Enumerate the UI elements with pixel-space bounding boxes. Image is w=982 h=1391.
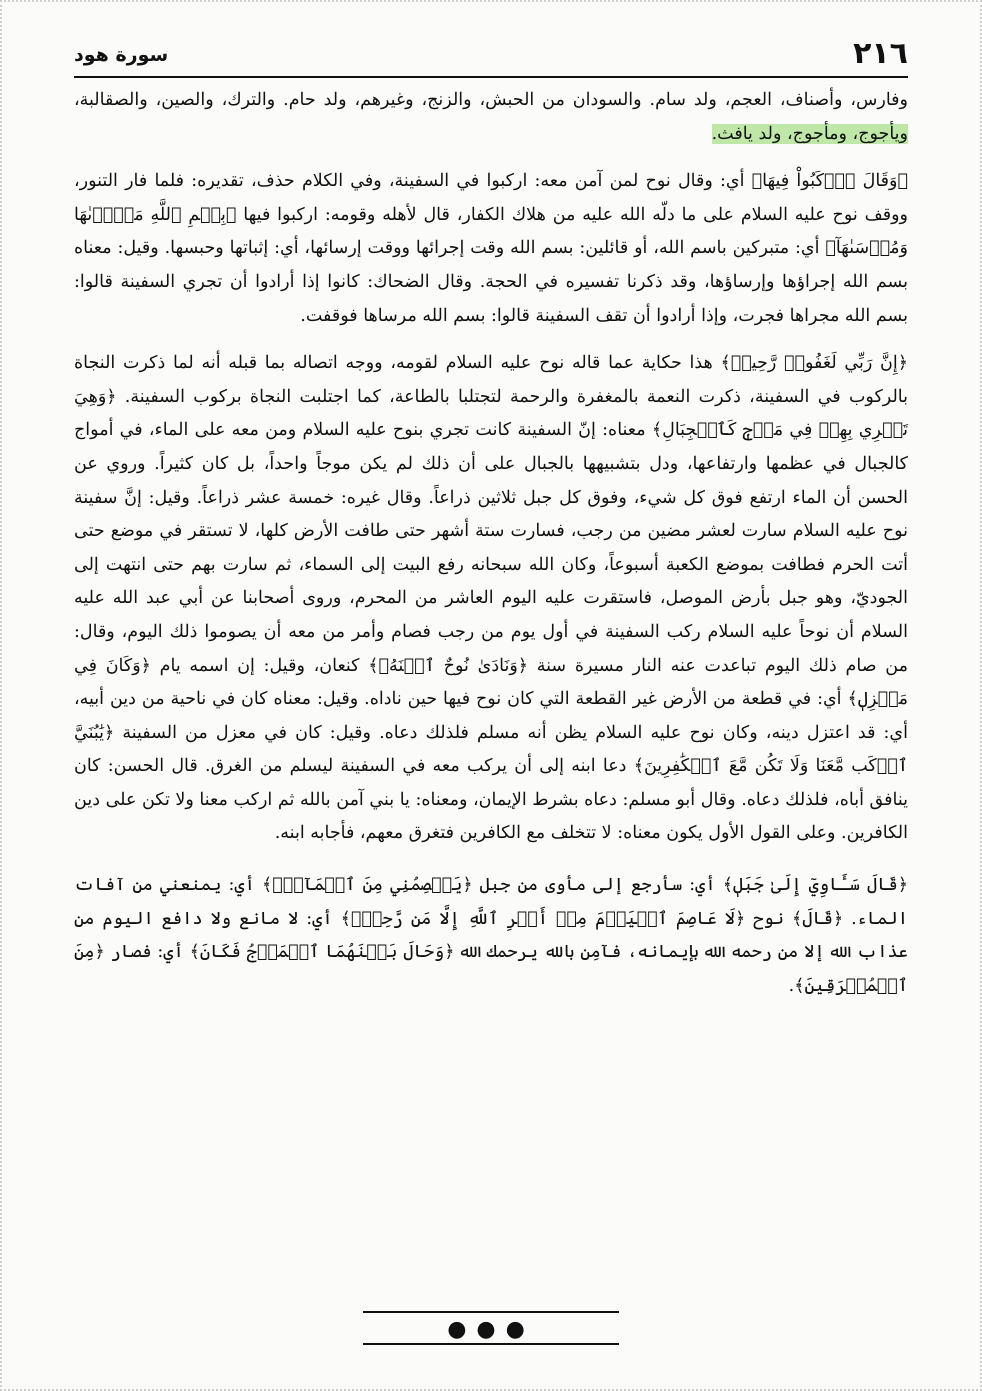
page-number: ٢١٦ xyxy=(853,36,908,71)
page-body xyxy=(74,84,908,1017)
paragraph-3: ﴿إِنَّ رَبِّي لَغَفُورٞ رَّحِيمٞ﴾ هذا حكاية عما قاله نوح عليه السلام لقومه، ووجه اتصاله بما قبله أنه لما ذكرت النجاة بالركوب في السفينة، ذكرت النعمة بالمغفرة والرحمة لتجتلبا بالطاعة، كما اجتلبت النجاة بركوب السفينة. ﴿وَهِيَ تَجۡرِي بِهِمۡ فِي مَوۡجٖ كَٱلۡجِبَالِ﴾ معناه: إنّ السفينة كانت تجري بنوح عليه السلام ومن معه على الماء، في أمواج كالجبال في عظمها وارتفاعها، ودل بتشبيهها بالجبال على أن ذلك لم يكن موجاً واحداً، بل كان كثيراً. وروي عن الحسن أن الماء ارتفع فوق كل شيء، وفوق كل جبل ثلاثين ذراعاً. وقال غيره: خمسة عشر ذراعاً. وقيل: إنَّ سفينة نوح عليه السلام سارت لعشر مضين من رجب، فسارت ستة أشهر حتى طافت الأرض كلها، لا تستقر في موضع حتى أتت الحرم فطافت بموضع الكعبة أسبوعاً، وكان الله سبحانه رفع البيت إلى السماء، ثم سارت بهم حتى انتهت إلى الجوديّ، وهو جبل بأرض الموصل، فاستقرت عليه اليوم العاشر من المحرم، وروى أصحابنا عن أبي عبد الله عليه السلام أن نوحاً عليه السلام ركب السفينة في أول يوم من رجب فصام وأمر من معه أن يصوموا ذلك اليوم، وقال: من صام ذلك اليوم تباعدت عنه النار مسيرة سنة ﴿وَنَادَىٰ نُوحٌ ٱبۡنَهُۥ﴾ كنعان، وقيل: إن اسمه يام ﴿وَكَانَ فِي مَعۡزِلٖ﴾ أي: في قطعة من الأرض غير القطعة التي كان نوح فيها حين ناداه. وقيل: معناه كان في ناحية من دين أبيه، أي: قد اعتزل دينه، وكان نوح عليه السلام يظن أنه مسلم فلذلك دعاه. وقيل: كان في معزل من السفينة ﴿يَٰبُنَيَّ ٱرۡكَب مَّعَنَا وَلَا تَكُن مَّعَ ٱلۡكَٰفِرِينَ﴾ دعا ابنه إلى أن يركب معه في السفينة ليسلم من الغرق. قال الحسن: كان ينافق أباه، فلذلك دعاه. وقال أبو مسلم: دعاه بشرط الإيمان، ومعناه: يا بني آمن بالله ثم اركب معنا ولا تكن على دين الكافرين. وعلى القول الأول يكون معناه: لا تتخلف مع الكافرين فتغرق معهم، فأجابه ابنه. xyxy=(74,353,909,844)
paragraph-2: ﴿وَقَالَ ٱرۡكَبُواْ فِيهَا﴾ أي: وقال نوح لمن آمن معه: اركبوا في السفينة، وفي الكلام حذف، تقديره: فلما فار التنور، ووقف نوح عليه السلام على ما دلّه الله عليه من هلاك الكفار، قال لأهله وقومه: اركبوا فيها ﴿بِسۡمِ ٱللَّهِ مَجۡرٜىٰهَا وَمُرۡسَىٰهَآ﴾ أي: متبركين باسم الله، أو قائلين: بسم الله وقت إجرائها ووقت إرسائها، أي: إثباتها وحبسها. وقيل: معناه بسم الله إجراؤها وإرساؤها، وقد ذكرنا تفسيره في الحجة. وقال الضحاك: كانوا إذا أرادوا أن تجري السفينة قالوا: بسم الله مجراها فجرت، وإذا أرادوا أن تقف السفينة قالوا: بسم الله مرساها فوقفت. xyxy=(74,171,908,326)
page-footer xyxy=(2,1299,980,1349)
paragraph-1 xyxy=(74,84,908,151)
ornament-dots: ●●● xyxy=(447,1317,535,1342)
paragraph-4: ﴿قَالَ سَـَٔاوِيٓ إِلَىٰ جَبَلٖ﴾ أي: سأرجع إلى مأوى من جبل ﴿يَعۡصِمُنِي مِنَ ٱلۡمَآءِۚ﴾ أي: يمنعني من آفات الماء. ﴿قَالَ﴾ نوح ﴿لَا عَاصِمَ ٱلۡيَوۡمَ مِنۡ أَمۡرِ ٱللَّهِ إِلَّا مَن رَّحِمَۚ﴾ أي: لا مانع ولا دافع اليوم من عذاب الله إلا من رحمه الله بإيمانه، فآمِن بالله يرحمك الله ﴿وَحَالَ بَيۡنَهُمَا ٱلۡمَوۡجُ فَكَانَ﴾ أي: فصار ﴿مِنَ ٱلۡمُغۡرَقِينَ﴾. xyxy=(74,875,908,996)
page-header xyxy=(74,32,908,78)
highlighted-text: ويأجوج، ومأجوج، ولد يافث. xyxy=(711,123,908,144)
footer-rule-top xyxy=(363,1311,619,1313)
surah-name: سورة هود xyxy=(74,44,169,66)
footer-rule-bottom xyxy=(363,1343,619,1345)
paragraph-text: وفارس، وأصناف، العجم، ولد سام. والسودان من الحبش، والزنج، وغيرهم، ولد حام. والترك، والصين، والصقالبة، xyxy=(74,90,908,110)
